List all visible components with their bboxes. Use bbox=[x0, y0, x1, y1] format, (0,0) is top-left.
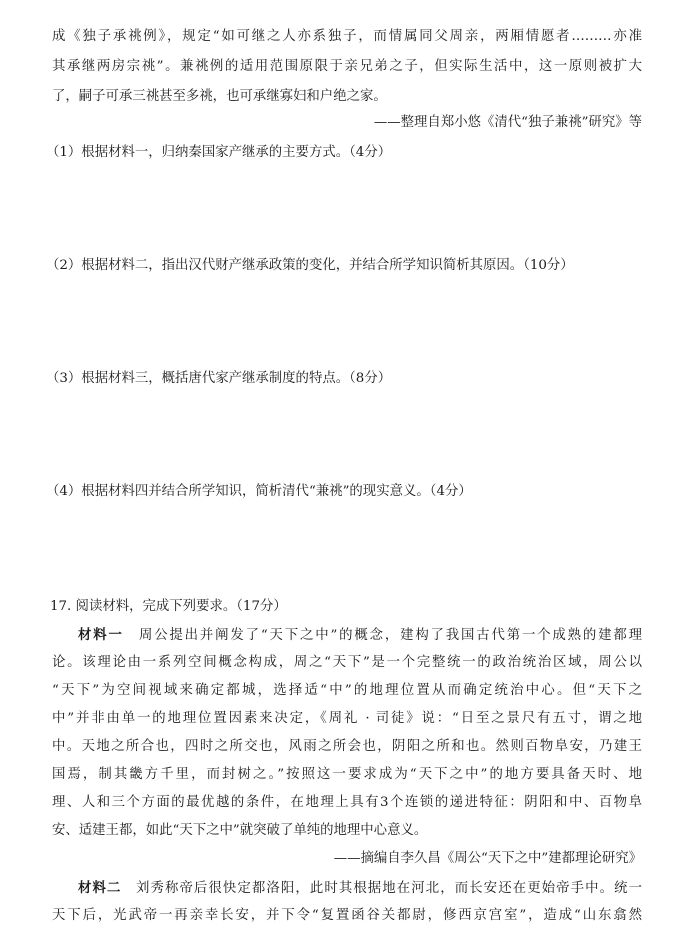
material-1-first-line bbox=[78, 625, 642, 646]
question-1: （1）根据材料一，归纳秦国家产继承的主要方式。（4分） bbox=[46, 145, 392, 160]
source-citation: ——摘编自李久昌《周公“天下之中”建都理论研究》 bbox=[333, 851, 642, 866]
material-1-line: 论。该理论由一系列空间概念构成，周之“天下”是一个完整统一的政治统治区域，周公以 bbox=[52, 655, 642, 670]
material-2-label: 材料二 bbox=[78, 880, 122, 896]
material-1-line: 理、人和三个方面的最优越的条件，在地理上具有3个连锁的递进特征：阴阳和中、百物阜 bbox=[52, 795, 642, 810]
material-2-text: 刘秀称帝后很快定都洛阳，此时其根据地在河北，而长安还在更始帝手中。统一 bbox=[134, 881, 643, 896]
intro-line: 了，嗣子可承三祧甚至多祧，也可承继寡妇和户绝之家。 bbox=[52, 89, 387, 104]
material-2-line: 天下后，光武帝一再亲幸长安，并下令“复置函谷关都尉，修西京宫室”，造成“山东翕然 bbox=[52, 908, 642, 923]
material-1-line: 中”并非由单一的地理位置因素来决定，《周礼 · 司徒》说：“日至之景尺有五寸，谓之地 bbox=[52, 711, 642, 726]
intro-line: 成《独子承祧例》，规定“如可继之人亦系独子，而情属同父周亲，两厢情愿者………亦准 bbox=[52, 29, 642, 44]
material-1-line: 中。天地之所合也，四时之所交也，风雨之所会也，阴阳之所和也。然则百物阜安，乃建王 bbox=[52, 739, 642, 754]
question-2: （2）根据材料二，指出汉代财产继承政策的变化，并结合所学知识简析其原因。（10分） bbox=[46, 258, 574, 273]
material-1-line: “天下”为空间视域来确定都城，选择适“中”的地理位置从而确定统治中心。但“天下之 bbox=[52, 683, 642, 698]
material-1-line: 国焉，制其畿方千里，而封树之。”按照这一要求成为“天下之中”的地方要具备天时、地 bbox=[52, 767, 642, 782]
material-1-text: 周公提出并阐发了“天下之中”的概念，建构了我国古代第一个成熟的建都理 bbox=[137, 628, 643, 643]
question-3: （3）根据材料三，概括唐代家产继承制度的特点。（8分） bbox=[46, 371, 392, 386]
question-17-title: 17. 阅读材料，完成下列要求。（17分） bbox=[50, 599, 287, 614]
question-4: （4）根据材料四并结合所学知识，简析清代“兼祧”的现实意义。（4分） bbox=[46, 484, 472, 499]
source-citation: ——整理自郑小悠《清代“独子兼祧”研究》等 bbox=[373, 115, 642, 130]
material-1-label: 材料一 bbox=[78, 627, 124, 643]
material-1-line: 安、适建王都，如此“天下之中”就突破了单纯的地理中心意义。 bbox=[52, 823, 428, 838]
intro-line: 其承继两房宗祧”。兼祧例的适用范围原限于亲兄弟之子，但实际生活中，这一原则被扩大 bbox=[52, 59, 642, 74]
material-2-first-line bbox=[78, 878, 642, 899]
